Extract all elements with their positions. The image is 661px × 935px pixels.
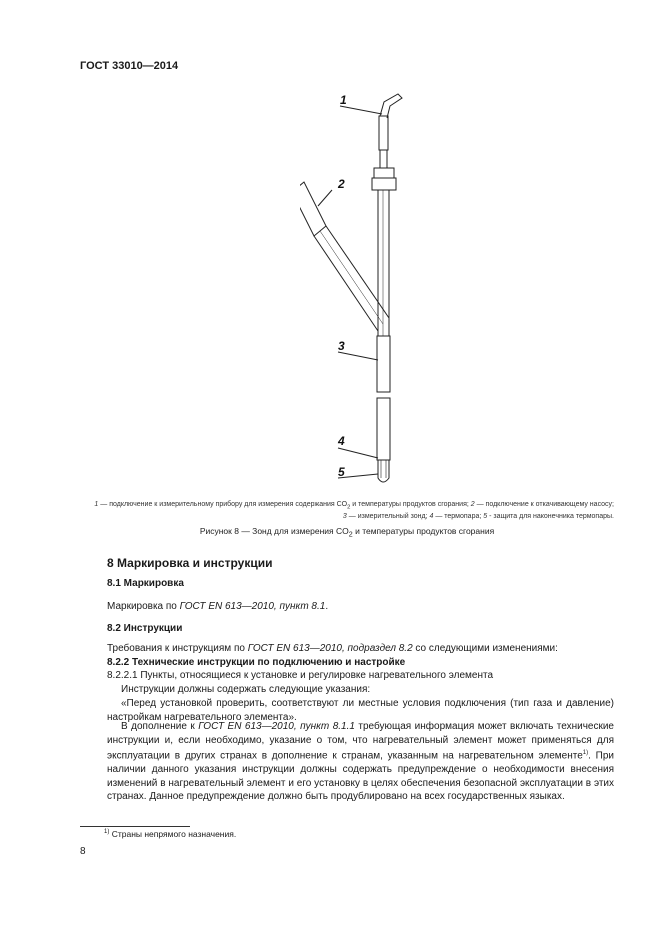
cable-connector-1 bbox=[380, 94, 402, 118]
label-4: 4 bbox=[338, 434, 345, 448]
document-header: ГОСТ 33010—2014 bbox=[80, 60, 179, 72]
nut-fitting bbox=[374, 168, 394, 178]
instructions-must: Инструкции должны содержать следующие указания: bbox=[121, 684, 371, 695]
section-8-title: 8 Маркировка и инструкции bbox=[107, 556, 273, 570]
thermocouple-tip bbox=[378, 460, 389, 482]
figure-caption: Рисунок 8 — Зонд для измерения $CO_2$ и температуры продуктов сгорания bbox=[199, 526, 495, 539]
label-5: 5 bbox=[338, 465, 345, 479]
section-8-2-2-1: 8.2.2.1 Пункты, относящиеся к установке и регулировке нагревательного элемента bbox=[107, 670, 494, 681]
section-8-1-text: Маркировка по ГОСТ EN 613—2010, пункт 8.1. bbox=[107, 601, 329, 612]
quote-paragraph: «Перед установкой проверить, соответствуют ли местные условия подключения (тип газа и давление) настройкам нагревательного элемента». bbox=[107, 698, 614, 723]
section-8-2-2-title: 8.2.2 Технические инструкции по подключению и настройке bbox=[107, 657, 406, 668]
figure-legend: 1 — подключение к измерительному прибору для измерения содержания $CO_2$ и температуры продуктов сгорания; 2 — подключение к откачивающему насосу; 3 — измерительный зонд; 4 — термопара; 5 - защита для наконечника термопары. bbox=[94, 501, 614, 521]
page-number: 8 bbox=[80, 846, 86, 857]
footnote-divider bbox=[80, 826, 190, 827]
probe-figure bbox=[300, 86, 420, 496]
label-1: 1 bbox=[340, 93, 347, 107]
section-8-1-title: 8.1 Маркировка bbox=[107, 578, 184, 589]
pump-connector-2 bbox=[300, 182, 326, 236]
footnote: $^{1)}$ Страны непрямого назначения. bbox=[104, 829, 237, 839]
section-8-2-intro: Требования к инструкциям по ГОСТ EN 613—2010, подраздел 8.2 со следующими изменениями: bbox=[107, 643, 558, 654]
label-3: 3 bbox=[338, 339, 345, 353]
section-8-2-title: 8.2 Инструкции bbox=[107, 623, 183, 634]
addition-paragraph: В дополнение к ГОСТ EN 613—2010, пункт 8.1.1 требующая информация может включать технические инструкции и, если необходимо, указание о том, что нагревательный элемент может применяться для эксплуатации в других странах в дополнение к странам, указанным на нагревательном элементе$^{1)}$. При наличии данного указания инструкции должны содержать предупреждение о необходимости внесения изменений в нагревательный элемент и его установку в целях обеспечения безопасной эксплуатации в этих странах. Данное предупреждение должно быть продублировано на всех государственных языках. bbox=[107, 721, 614, 803]
label-2: 2 bbox=[338, 177, 345, 191]
cable-sleeve bbox=[379, 116, 388, 150]
